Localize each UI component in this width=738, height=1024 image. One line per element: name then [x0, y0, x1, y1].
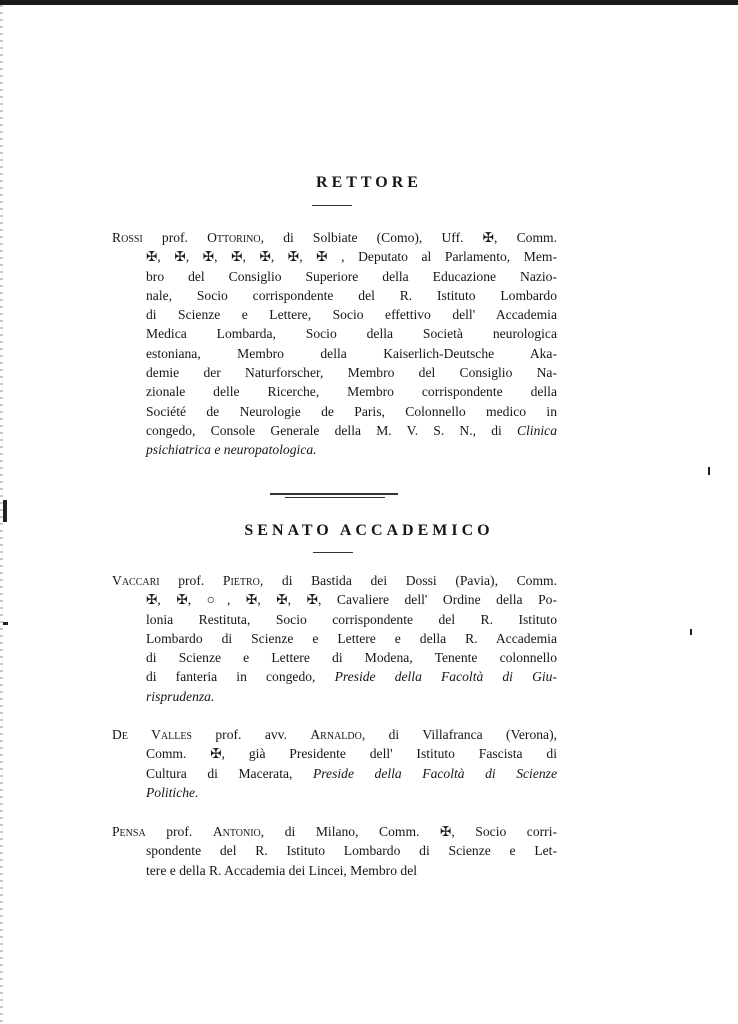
body-text: prof.	[159, 573, 223, 588]
entry-line	[112, 687, 557, 706]
name-text: De Valles	[112, 727, 192, 742]
body-text: bro del Consiglio Superiore della Educazione Nazio-	[146, 268, 557, 284]
body-text: , di Villafranca (Verona),	[361, 727, 557, 742]
heading-underline	[313, 552, 353, 553]
senato-entry	[112, 571, 557, 706]
body-text: Medica Lombarda, Socio della Società neurologica	[146, 326, 557, 342]
role-text: Politiche.	[146, 784, 199, 800]
name-text: Arnaldo	[310, 727, 362, 742]
entry-line	[112, 305, 557, 324]
scan-edge-top	[0, 0, 738, 5]
entry-line	[112, 571, 557, 590]
body-text: prof.	[145, 824, 213, 839]
scan-speck	[3, 622, 8, 625]
body-text: lonia Restituta, Socio corrispondente del R. Istituto	[146, 611, 557, 627]
entry-line	[112, 363, 557, 382]
entry-line	[112, 590, 557, 609]
role-text: psichiatrica e neuropatologica.	[146, 442, 317, 458]
senato-entry	[112, 725, 557, 802]
body-text: tere e della R. Accademia dei Lincei, Membro del	[146, 862, 418, 878]
entry-line	[112, 610, 557, 629]
name-text: Rossi	[112, 230, 143, 245]
entry-line	[112, 286, 557, 305]
entry-line	[112, 783, 557, 802]
name-text: Pietro	[222, 573, 260, 588]
entry-line	[112, 667, 557, 686]
body-text: nale, Socio corrispondente del R. Istituto Lombardo	[146, 287, 557, 303]
entry-line	[112, 344, 557, 363]
body-text: congedo, Console Generale della M. V. S. N., di	[146, 422, 517, 438]
entry-line	[112, 267, 557, 286]
name-text: Vaccari	[112, 573, 160, 588]
entry-line	[112, 764, 557, 783]
scan-speck	[3, 500, 7, 522]
entry-line	[112, 324, 557, 343]
section-separator	[285, 497, 385, 498]
section-separator	[270, 493, 398, 495]
role-text: risprudenza.	[146, 688, 215, 704]
entry-line	[112, 841, 557, 860]
body-text: , di Solbiate (Como), Uff. ✠, Comm.	[260, 230, 557, 245]
body-text: zionale delle Ricerche, Membro corrispondente della	[146, 384, 557, 400]
rettore-entry	[112, 228, 557, 460]
body-text: , di Milano, Comm. ✠, Socio corri-	[260, 824, 557, 839]
body-text: di Scienze e Lettere di Modena, Tenente colonnello	[146, 650, 557, 666]
senato-heading: SENATO ACCADEMICO	[244, 522, 494, 539]
body-text: di Scienze e Lettere, Socio effettivo dell' Accademia	[146, 307, 557, 323]
entry-line	[112, 629, 557, 648]
body-text: prof.	[142, 230, 208, 245]
body-text: Lombardo di Scienze e Lettere e della R. Accademia	[146, 630, 557, 646]
heading-underline	[312, 205, 352, 206]
entry-line	[112, 402, 557, 421]
entry-line	[112, 421, 557, 440]
entry-line	[112, 382, 557, 401]
body-text: di fanteria in congedo,	[146, 669, 335, 685]
entry-line	[112, 247, 557, 266]
body-text: prof. avv.	[192, 727, 311, 742]
body-text: Cultura di Macerata,	[146, 765, 313, 781]
body-text: ✠, ✠, ✠, ✠, ✠, ✠, ✠ , Deputato al Parlamento, Mem-	[146, 249, 557, 265]
name-text: Antonio	[212, 824, 261, 839]
name-text: Pensa	[112, 824, 146, 839]
body-text: Société de Neurologie de Paris, Colonnello medico in	[146, 403, 557, 419]
body-text: , di Bastida dei Dossi (Pavia), Comm.	[259, 573, 557, 588]
entry-line	[112, 648, 557, 667]
scan-speck	[690, 629, 692, 635]
body-text: Comm. ✠, già Presidente dell' Istituto Fascista di	[146, 746, 557, 762]
rettore-heading: RETTORE	[316, 174, 422, 191]
body-text: ✠, ✠, ○, ✠, ✠, ✠, Cavaliere dell' Ordine della Po-	[146, 592, 557, 608]
entry-line	[112, 744, 557, 763]
role-text: Preside della Facoltà di Giu-	[334, 669, 557, 685]
senato-entry	[112, 822, 557, 880]
role-text: Clinica	[516, 422, 557, 438]
entry-line	[112, 228, 557, 247]
entry-line	[112, 725, 557, 744]
entry-line	[112, 861, 557, 880]
entry-line	[112, 440, 557, 459]
body-text: estoniana, Membro della Kaiserlich-Deutsche Aka-	[146, 345, 557, 361]
entry-line	[112, 822, 557, 841]
role-text: Preside della Facoltà di Scienze	[312, 765, 557, 781]
body-text: spondente del R. Istituto Lombardo di Scienze e Let-	[146, 843, 557, 859]
scan-speck	[708, 467, 710, 475]
name-text: Ottorino	[207, 230, 261, 245]
body-text: demie der Naturforscher, Membro del Consiglio Na-	[146, 365, 557, 381]
